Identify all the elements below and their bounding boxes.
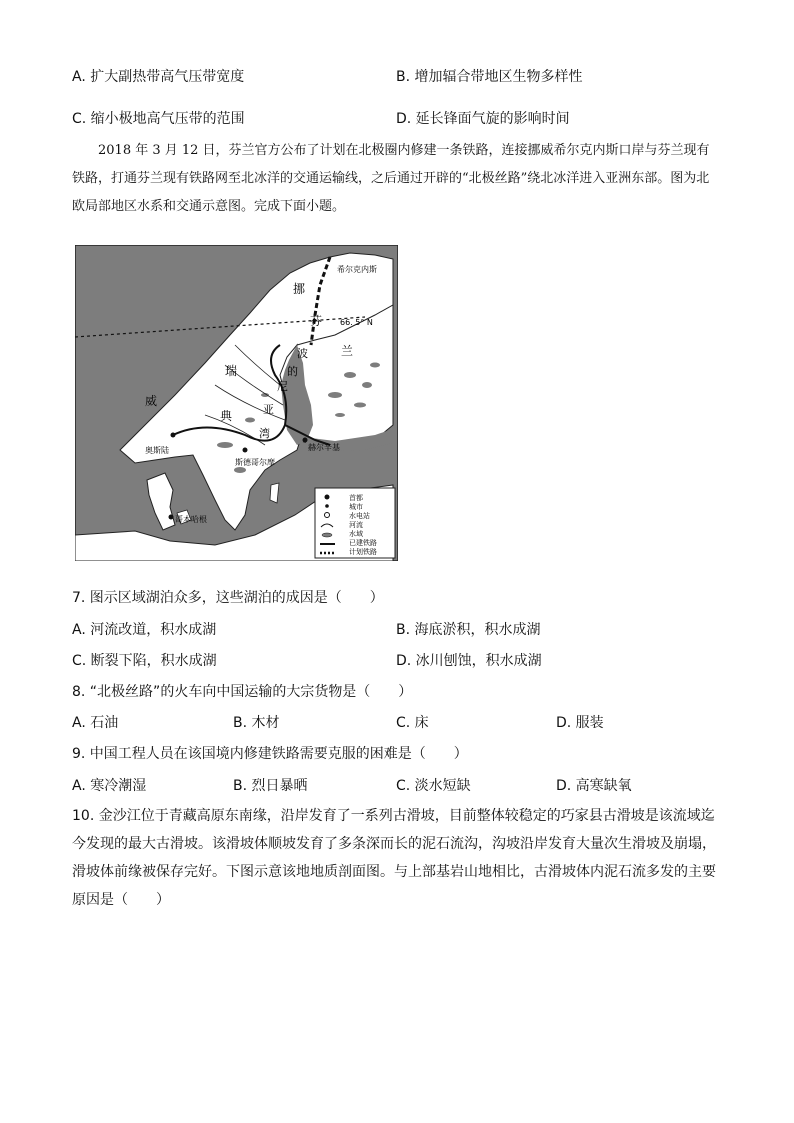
city-stockholm: 斯德哥尔摩 <box>235 458 275 467</box>
q10-paragraph: 10. 金沙江位于青藏高原东南缘，沿岸发育了一系列古滑坡，目前整体较稳定的巧家县古滑坡是该流域迄今发现的最大古滑坡。该滑坡体顺坡发育了多条深而长的泥石流沟，沟坡沿岸发育大量次生滑坡及崩塌，滑坡体前缘被保存完好。下图示意该地地质剖面图。与上部基岩山地相比，古滑坡体内泥石流多发的主要原因是（ ） <box>72 808 716 908</box>
q9-option-b: B. 烈日暴晒 <box>233 778 308 794</box>
prev-option-d: D. 延长锋面气旋的影响时间 <box>396 111 570 127</box>
q9-stem: 9. 中国工程人员在该国境内修建铁路需要克服的困难是（ ） <box>72 746 468 762</box>
legend-hydropower: 水电站 <box>349 512 370 520</box>
city-oslo: 奥斯陆 <box>145 446 169 455</box>
q7-stem: 7. 图示区域湖泊众多，这些湖泊的成因是（ ） <box>72 590 384 606</box>
legend-water: 水域 <box>349 530 363 538</box>
stockholm-marker <box>243 448 248 453</box>
q8-option-b: B. 木材 <box>233 715 280 731</box>
intro-paragraph: 2018 年 3 月 12 日，芬兰官方公布了计划在北极圈内修建一条铁路，连接挪威希尔克内斯口岸与芬兰现有铁路，打通芬兰现有铁路网至北冰洋的交通运输线，之后通过开辟的“北极丝路”绕北冰洋进入亚洲东部。图为北欧局部地区水系和交通示意图。完成下面小题。 <box>72 143 710 214</box>
label-norway-1: 挪 <box>293 282 306 296</box>
city-copenhagen: 哥本哈根 <box>175 515 207 524</box>
label-finland-1: 芬 <box>310 314 323 328</box>
label-sweden-1: 瑞 <box>225 364 238 378</box>
gulf-label-4: 亚 <box>263 403 274 416</box>
q8-option-c: C. 床 <box>396 715 429 731</box>
q8-stem: 8. “北极丝路”的火车向中国运输的大宗货物是（ ） <box>72 684 413 700</box>
prev-option-a: A. 扩大副热带高气压带宽度 <box>72 69 245 85</box>
city-helsinki: 赫尔辛基 <box>308 443 340 452</box>
q9-option-d: D. 高寒缺氧 <box>556 778 632 794</box>
label-norway-2: 威 <box>145 394 158 408</box>
oslo-marker <box>171 433 176 438</box>
prev-option-b: B. 增加辐合带地区生物多样性 <box>396 69 583 85</box>
q9-option-a: A. 寒冷潮湿 <box>72 778 147 794</box>
gulf-label-3: 尼 <box>277 380 288 393</box>
helsinki-marker <box>303 438 308 443</box>
legend-capital: 首都 <box>349 494 363 502</box>
legend-river: 河流 <box>349 521 363 529</box>
q7-option-d: D. 冰川刨蚀，积水成湖 <box>396 653 542 669</box>
gulf-label-2: 的 <box>287 365 298 378</box>
q7-option-a: A. 河流改道，积水成湖 <box>72 622 217 638</box>
copenhagen-marker <box>169 515 174 520</box>
q9-option-c: C. 淡水短缺 <box>396 778 471 794</box>
q8-option-d: D. 服装 <box>556 715 604 731</box>
q7-option-b: B. 海底淤积，积水成湖 <box>396 622 541 638</box>
q8-option-a: A. 石油 <box>72 715 119 731</box>
label-finland-2: 兰 <box>341 344 354 358</box>
nordic-map-figure <box>75 245 398 561</box>
label-sweden-2: 典 <box>220 409 233 423</box>
city-kirkenes: 希尔克内斯 <box>337 265 377 274</box>
gulf-label-1: 波 <box>297 347 308 360</box>
legend-built-railway: 已建铁路 <box>349 539 377 547</box>
legend-planned-railway: 计划铁路 <box>349 548 377 556</box>
legend-city: 城市 <box>349 503 363 511</box>
gotland-island <box>270 483 279 503</box>
q7-option-c: C. 断裂下陷，积水成湖 <box>72 653 217 669</box>
prev-option-c: C. 缩小极地高气压带的范围 <box>72 111 245 127</box>
gulf-label-5: 湾 <box>259 427 270 440</box>
latitude-label: 66. 5° N <box>340 318 373 327</box>
